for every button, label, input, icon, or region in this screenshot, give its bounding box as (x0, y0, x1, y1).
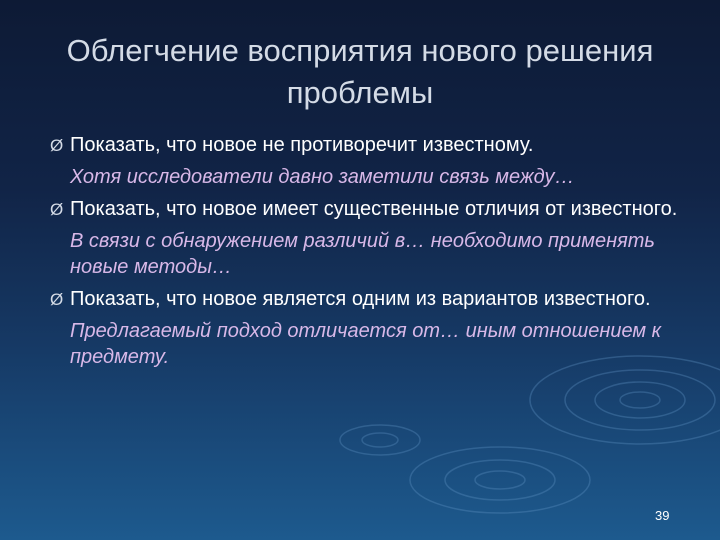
arrow-bullet-icon: Ø (50, 136, 64, 155)
bullet-text: Показать, что новое не противоречит известному. (70, 134, 534, 156)
bullet-example: Хотя исследователи давно заметили связь между… (70, 166, 575, 188)
arrow-bullet-icon: Ø (50, 290, 64, 309)
bullet-text: Показать, что новое является одним из вариантов известного. (70, 288, 651, 310)
bullet-example: В связи с обнаружением различий в… необходимо применять новые методы… (70, 230, 655, 278)
list-item (50, 286, 690, 370)
list-item (50, 132, 690, 190)
bullet-example: Предлагаемый подход отличается от… иным отношением к предмету. (70, 320, 662, 368)
page-number: 39 (655, 508, 670, 523)
list-item (50, 196, 690, 280)
arrow-bullet-icon: Ø (50, 200, 64, 219)
bullet-text: Показать, что новое имеет существенные отличия от известного. (70, 198, 678, 220)
slide-title: Облегчение восприятия нового решения проблемы (66, 33, 654, 110)
bullet-list (50, 132, 690, 376)
